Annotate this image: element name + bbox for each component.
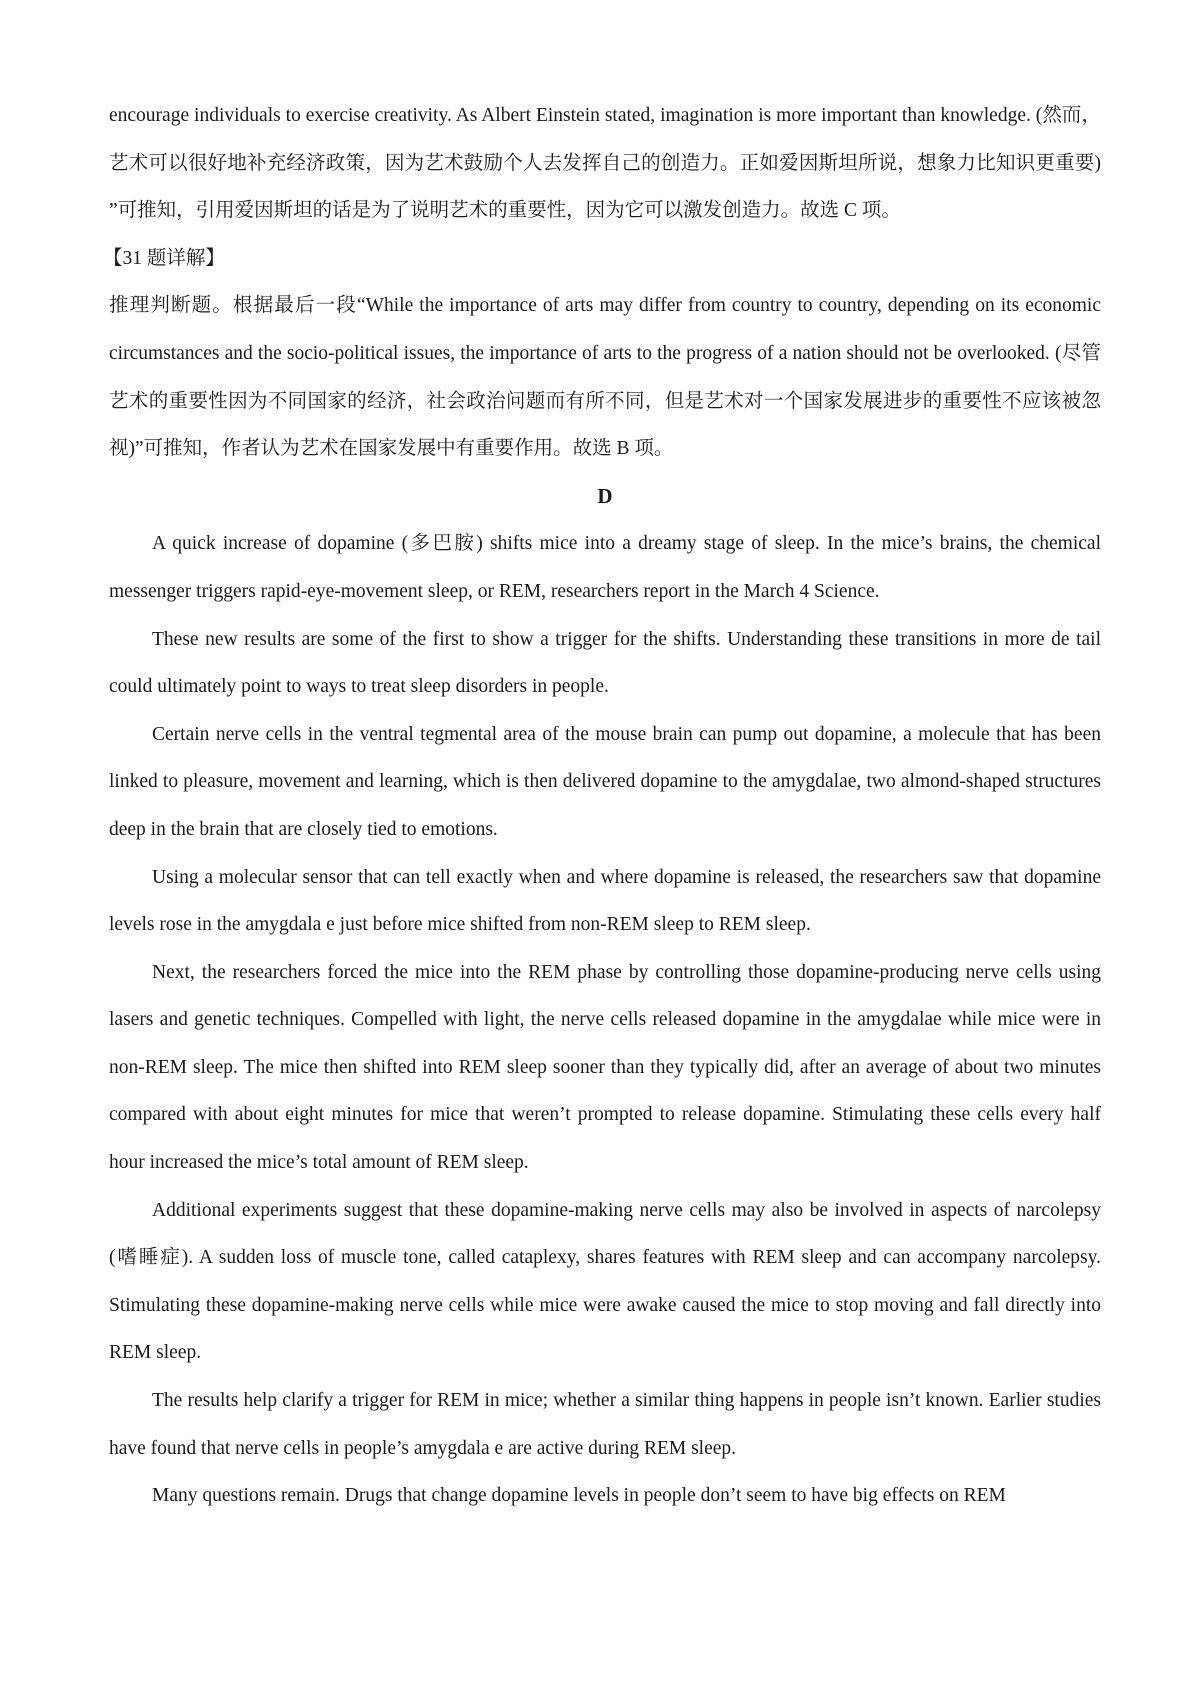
section-title: D xyxy=(597,483,613,508)
passage-paragraph-1: A quick increase of dopamine (多巴胺) shifts mice into a dreamy stage of sleep. In the mice’s brains, the chemical messenger triggers rapid-eye-movement sleep, or REM, researchers report in the March 4 Science. xyxy=(109,533,1101,602)
passage-paragraph-2: These new results are some of the first to show a trigger for the shifts. Understanding these transitions in more de tail could ultimately point to ways to treat sleep disorders in people. xyxy=(109,628,1101,698)
passage-paragraph-3: Certain nerve cells in the ventral tegmental area of the mouse brain can pump out dopamine, a molecule that has been linked to pleasure, movement and learning, which is then delivered dopamine to the amygdalae, two almond-shaped structures deep in the brain that are closely tied to emotions. xyxy=(109,723,1101,840)
passage-paragraph-8: Many questions remain. Drugs that change dopamine levels in people don’t seem to have big effects on REM xyxy=(152,1485,1006,1507)
q31-explanation: 推理判断题。根据最后一段“While the importance of arts may differ from country to country, depending on its economic circumstances and the socio-political issues, the importance of arts to the progress of a nation should not be overlooked. (尽管艺术的重要性因为不同国家的经济，社会政治问题而有所不同，但是艺术对一个国家发展进步的重要性不应该被忽视)”可推知，作者认为艺术在国家发展中有重要作用。故选 B 项。 xyxy=(109,295,1101,460)
passage-paragraph-4: Using a molecular sensor that can tell exactly when and where dopamine is released, the researchers saw that dopamine levels rose in the amygdala e just before mice shifted from non-REM sleep to REM sleep. xyxy=(109,866,1101,936)
passage-paragraph-6: Additional experiments suggest that these dopamine-making nerve cells may also be involved in aspects of narcolepsy (嗜睡症). A sudden loss of muscle tone, called cataplexy, shares features with REM sleep and can accompany narcolepsy. Stimulating these dopamine-making nerve cells while mice were awake caused the mice to stop moving and fall directly into REM sleep. xyxy=(109,1199,1101,1364)
passage-paragraph-7: The results help clarify a trigger for REM in mice; whether a similar thing happens in people isn’t known. Earlier studies have found that nerve cells in people’s amygdala e are active during REM sleep. xyxy=(109,1390,1101,1459)
q31-heading: 【31 题详解】 xyxy=(103,247,225,269)
document-page xyxy=(103,92,1101,1520)
passage-paragraph-5: Next, the researchers forced the mice into the REM phase by controlling those dopamine-producing nerve cells using lasers and genetic techniques. Compelled with light, the nerve cells released dopamine in the amygdalae while mice were in non-REM sleep. The mice then shifted into REM sleep sooner than they typically did, after an average of about two minutes compared with about eight minutes for mice that weren’t prompted to release dopamine. Stimulating these cells every half hour increased the mice’s total amount of REM sleep. xyxy=(109,961,1101,1174)
q30-explanation-continuation: encourage individuals to exercise creativity. As Albert Einstein stated, imagination is more important than knowledge. (然而，艺术可以很好地补充经济政策，因为艺术鼓励个人去发挥自己的创造力。正如爱因斯坦所说，想象力比知识更重要) ”可推知，引用爱因斯坦的话是为了说明艺术的重要性，因为它可以激发创造力。故选 C 项。 xyxy=(109,105,1101,222)
